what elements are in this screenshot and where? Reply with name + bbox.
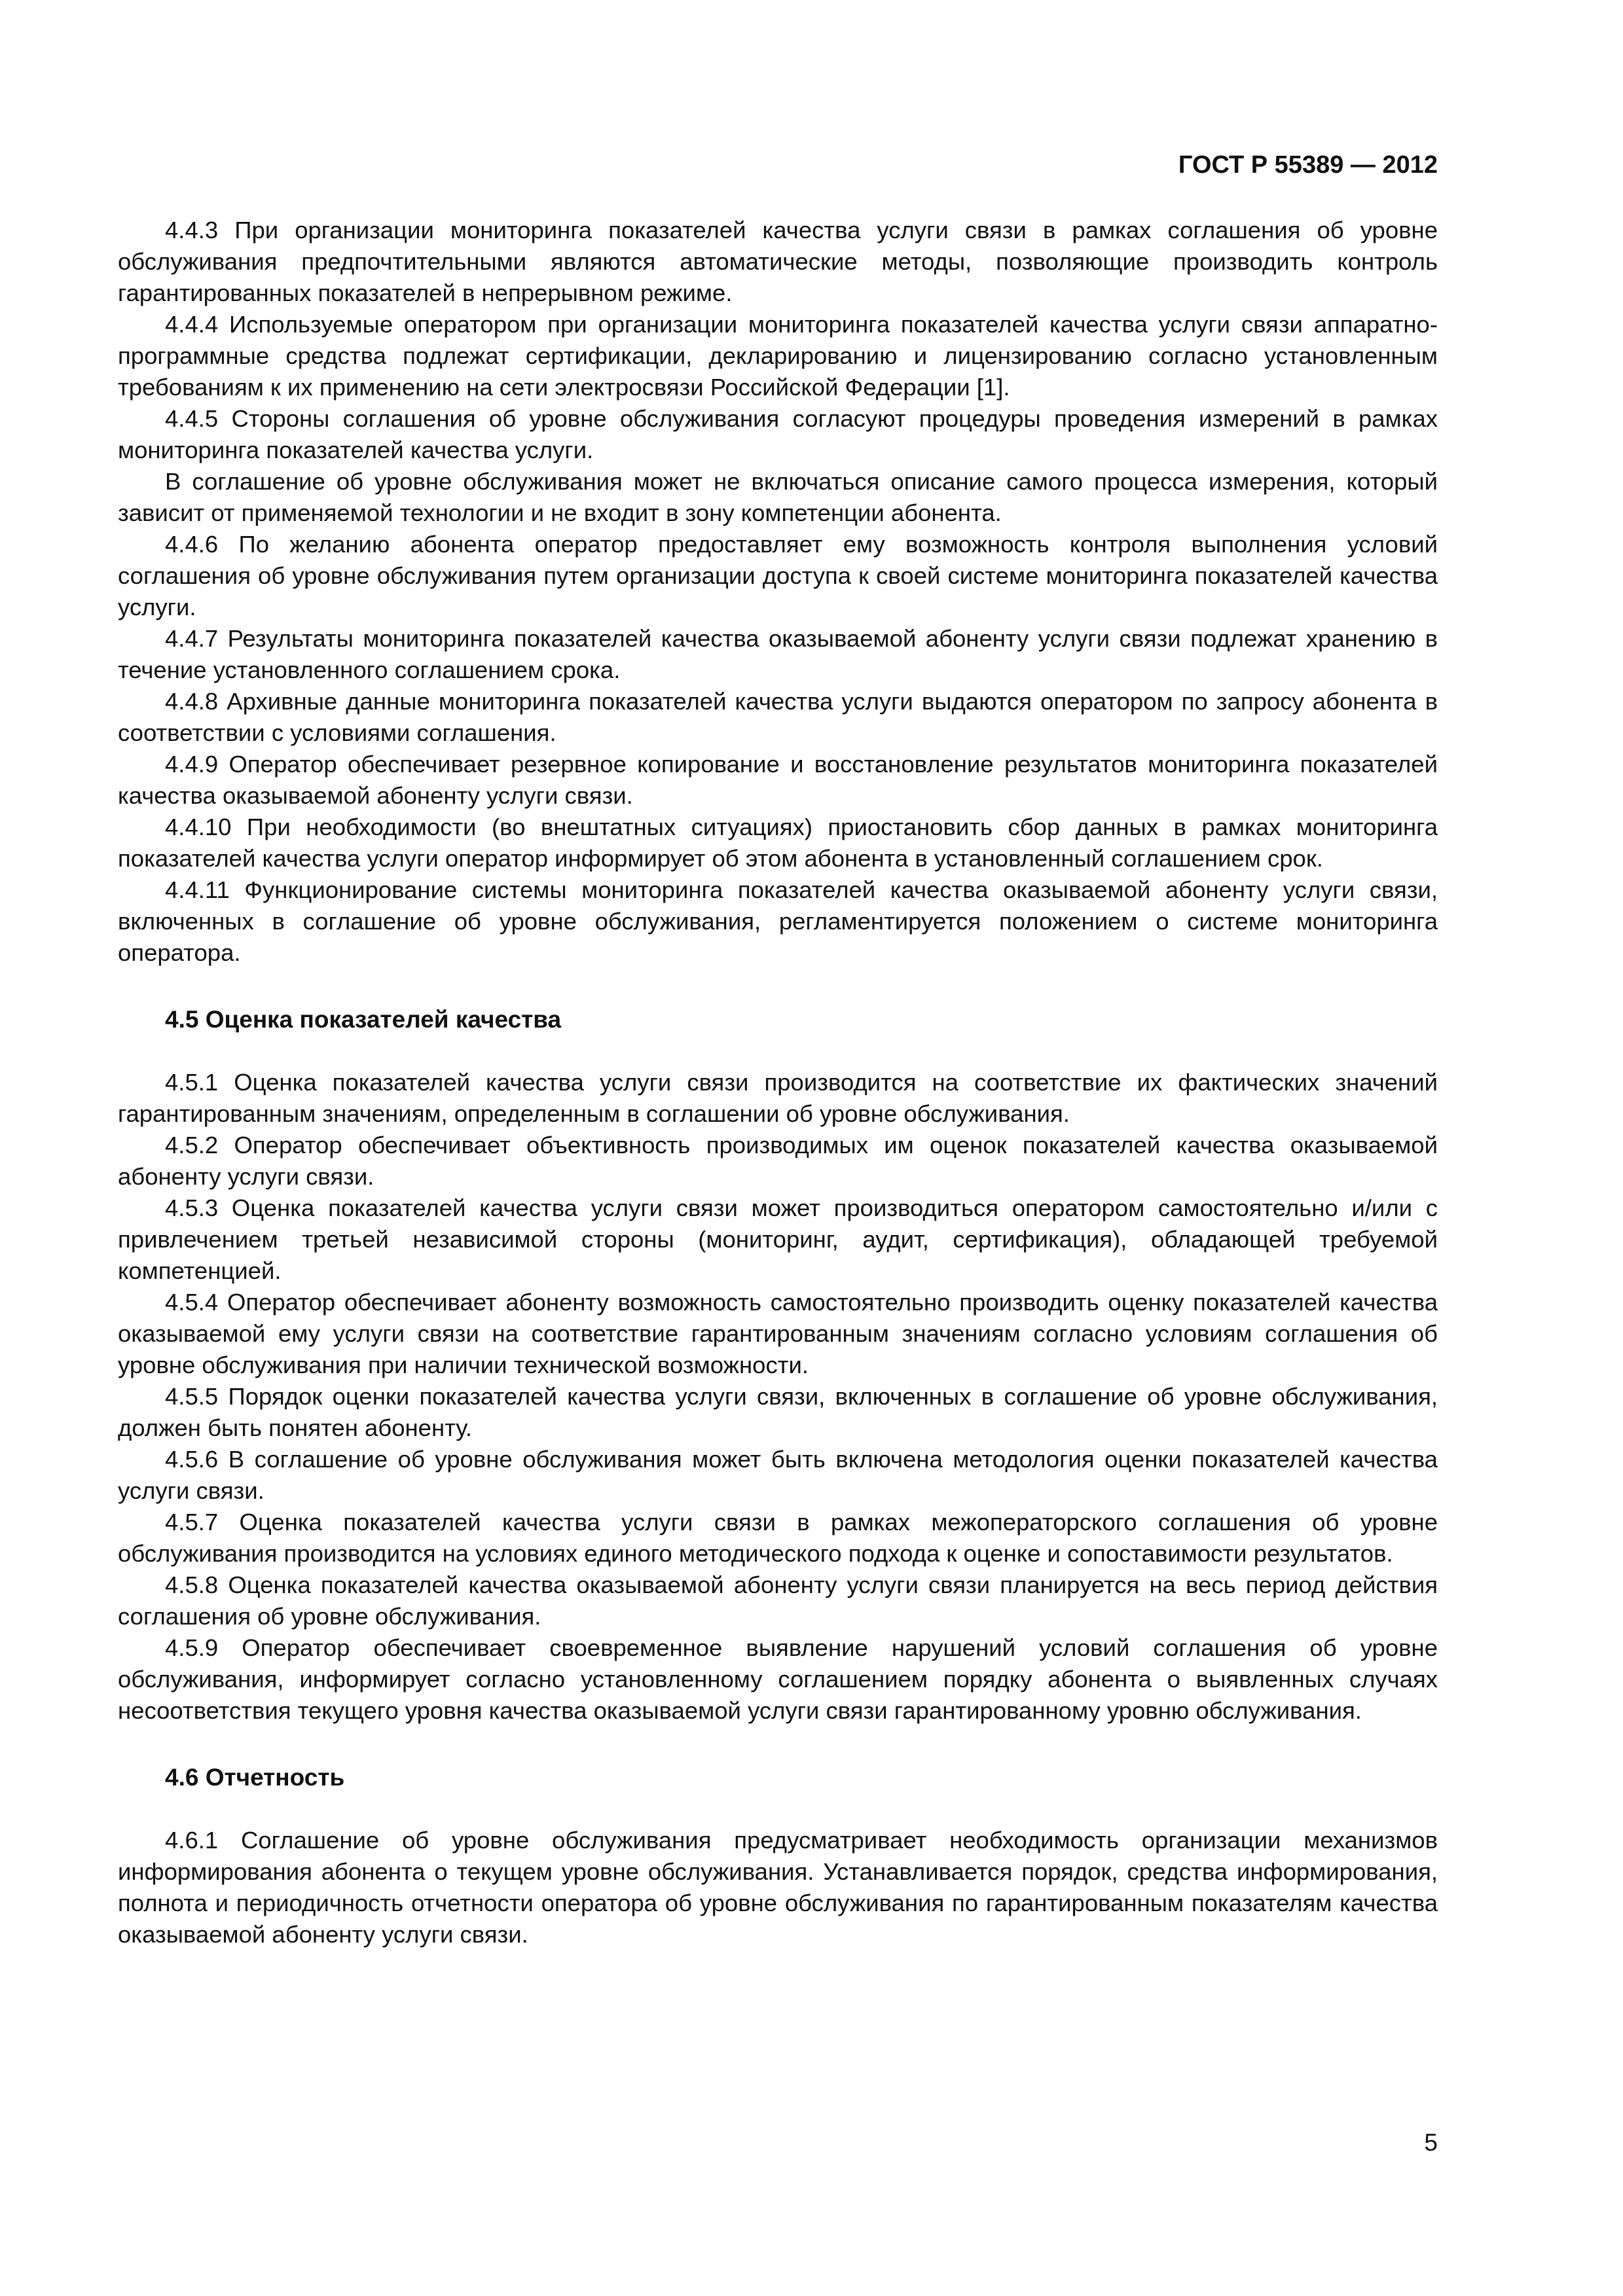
- document-code-header: ГОСТ Р 55389 — 2012: [1178, 151, 1438, 179]
- paragraph-4-5-1: 4.5.1 Оценка показателей качества услуги связи производится на соответствие их фактических значений гарантированным значениям, определенным в соглашении об уровне обслуживания.: [118, 1069, 1438, 1127]
- paragraph-4-5-5: 4.5.5 Порядок оценки показателей качества услуги связи, включенных в соглашение об уровне обслуживания, должен быть понятен абоненту.: [118, 1383, 1438, 1441]
- paragraph-4-5-9: 4.5.9 Оператор обеспечивает своевременное выявление нарушений условий соглашения об уровне обслуживания, информирует согласно установленному соглашением порядку абонента о выявленных случаях несоответствия текущего уровня качества оказываемой услуги связи гарантированному уровню обслуживания.: [118, 1634, 1438, 1724]
- page-number: 5: [1424, 2129, 1438, 2156]
- paragraph-4-5-4: 4.5.4 Оператор обеспечивает абоненту возможность самостоятельно производить оценку показателей качества оказываемой ему услуги связи на соответствие гарантированным значениям согласно условиям соглашения об уровне обслуживания при наличии технической возможности.: [118, 1289, 1438, 1378]
- paragraph-4-5-7: 4.5.7 Оценка показателей качества услуги связи в рамках межоператорского соглашения об уровне обслуживания производится на условиях единого методического подхода к оценке и сопоставимости результатов.: [118, 1509, 1438, 1567]
- paragraph-4-4-5: 4.4.5 Стороны соглашения об уровне обслуживания согласуют процедуры проведения измерений в рамках мониторинга показателей качества услуги.: [118, 405, 1438, 463]
- section-heading-4-5: 4.5 Оценка показателей качества: [165, 1006, 562, 1033]
- paragraph-4-5-6: 4.5.6 В соглашение об уровне обслуживания может быть включена методология оценки показателей качества услуги связи.: [118, 1446, 1438, 1504]
- paragraph-4-4-9: 4.4.9 Оператор обеспечивает резервное копирование и восстановление результатов мониторинга показателей качества оказываемой абоненту услуги связи.: [118, 751, 1438, 809]
- paragraph-4-4-6: 4.4.6 По желанию абонента оператор предоставляет ему возможность контроля выполнения условий соглашения об уровне обслуживания путем организации доступа к своей системе мониторинга показателей качества услуги.: [118, 531, 1438, 620]
- paragraph-4-4-4: 4.4.4 Используемые оператором при организации мониторинга показателей качества услуги связи аппаратно-программные средства подлежат сертификации, декларированию и лицензированию согласно установленным требованиям к их применению на сети электросвязи Российской Федерации [1].: [118, 311, 1438, 401]
- paragraph-4-5-3: 4.5.3 Оценка показателей качества услуги связи может производиться оператором самостоятельно и/или с привлечением третьей независимой стороны (мониторинг, аудит, сертификация), обладающей требуемой компетенцией.: [118, 1194, 1438, 1284]
- paragraph-4-5-2: 4.5.2 Оператор обеспечивает объективность производимых им оценок показателей качества оказываемой абоненту услуги связи.: [118, 1132, 1438, 1190]
- paragraph-4-4-5-note: В соглашение об уровне обслуживания может не включаться описание самого процесса измерения, который зависит от применяемой технологии и не входит в зону компетенции абонента.: [118, 468, 1438, 526]
- paragraph-4-6-1: 4.6.1 Соглашение об уровне обслуживания предусматривает необходимость организации механизмов информирования абонента о текущем уровне обслуживания. Устанавливается порядок, средства информирования, полнота и периодичность отчетности оператора об уровне обслуживания по гарантированным показателям качества оказываемой абоненту услуги связи.: [118, 1827, 1438, 1948]
- paragraph-4-4-10: 4.4.10 При необходимости (во внештатных ситуациях) приостановить сбор данных в рамках мониторинга показателей качества услуги оператор информирует об этом абонента в установленный соглашением срок.: [118, 814, 1438, 872]
- paragraph-4-4-8: 4.4.8 Архивные данные мониторинга показателей качества услуги выдаются оператором по запросу абонента в соответствии с условиями соглашения.: [118, 688, 1438, 746]
- paragraph-4-4-7: 4.4.7 Результаты мониторинга показателей качества оказываемой абоненту услуги связи подлежат хранению в течение установленного соглашением срока.: [118, 625, 1438, 683]
- document-body: [118, 215, 1438, 1950]
- paragraph-4-5-8: 4.5.8 Оценка показателей качества оказываемой абоненту услуги связи планируется на весь период действия соглашения об уровне обслуживания.: [118, 1571, 1438, 1630]
- paragraph-4-4-11: 4.4.11 Функционирование системы мониторинга показателей качества оказываемой абоненту услуги связи, включенных в соглашение об уровне обслуживания, регламентируется положением о системе мониторинга оператора.: [118, 876, 1438, 966]
- paragraph-4-4-3: 4.4.3 При организации мониторинга показателей качества услуги связи в рамках соглашения об уровне обслуживания предпочтительными являются автоматические методы, позволяющие производить контроль гарантированных показателей в непрерывном режиме.: [118, 217, 1438, 306]
- section-heading-4-6: 4.6 Отчетность: [165, 1764, 345, 1791]
